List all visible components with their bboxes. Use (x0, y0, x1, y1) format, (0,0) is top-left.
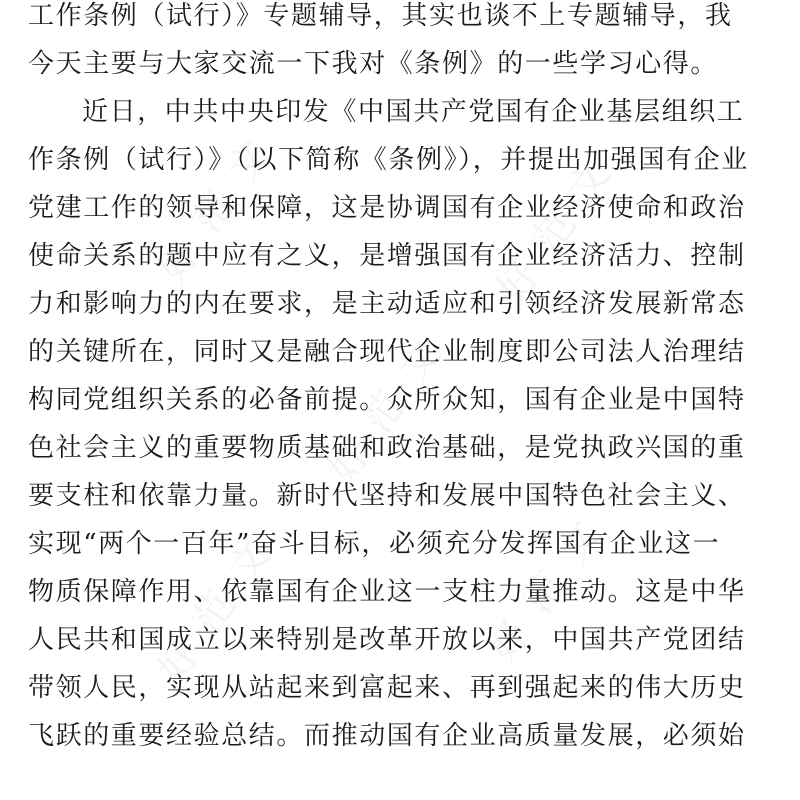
document-body (28, 0, 780, 760)
paragraph (28, 88, 780, 760)
watermark: 好 范 文 (479, 509, 612, 672)
text-line: 近日，中共中央印发《中国共产党国有企业基层组织工 (82, 97, 745, 127)
text-line: 色社会主义的重要物质基础和政治基础，是党执政兴国的重 (28, 433, 746, 463)
text-line: 今天主要与大家交流一下我对《条例》的一些学习心得。 (28, 49, 719, 79)
text-line: 构同党组织关系的必备前提。众所众知，国有企业是中国特 (28, 385, 746, 415)
watermark: 好 范 文 (149, 129, 282, 292)
text-line: 人民共和国成立以来特别是改革开放以来，中国共产党团结 (28, 625, 746, 655)
watermark: 好 范 文 (149, 529, 282, 692)
watermark: 好 范 文 (319, 329, 452, 492)
text-line: 使命关系的题中应有之义，是增强国有企业经济活力、控制 (28, 241, 746, 271)
text-line: 实现“两个一百年”奋斗目标，必须充分发挥国有企业这一 (28, 529, 721, 559)
text-line: 带领人民，实现从站起来到富起来、再到强起来的伟大历史 (28, 673, 746, 703)
text-line: 党建工作的领导和保障，这是协调国有企业经济使命和政治 (28, 193, 746, 223)
watermark: 好 范 文 (489, 149, 622, 312)
paragraph (28, 0, 780, 88)
text-line: 工作条例（试行）》专题辅导，其实也谈不上专题辅导，我 (28, 1, 733, 31)
text-line: 力和影响力的内在要求，是主动适应和引领经济发展新常态 (28, 289, 746, 319)
text-line: 飞跃的重要经验总结。而推动国有企业高质量发展，必须始 (28, 721, 746, 751)
text-line: 物质保障作用、依靠国有企业这一支柱力量推动。这是中华 (28, 577, 746, 607)
text-line: 作条例（试行）》（以下简称《条例》），并提出加强国有企业 (28, 145, 749, 175)
text-line: 要支柱和依靠力量。新时代坚持和发展中国特色社会主义、 (28, 481, 746, 511)
text-line: 的关键所在，同时又是融合现代企业制度即公司法人治理结 (28, 337, 746, 367)
